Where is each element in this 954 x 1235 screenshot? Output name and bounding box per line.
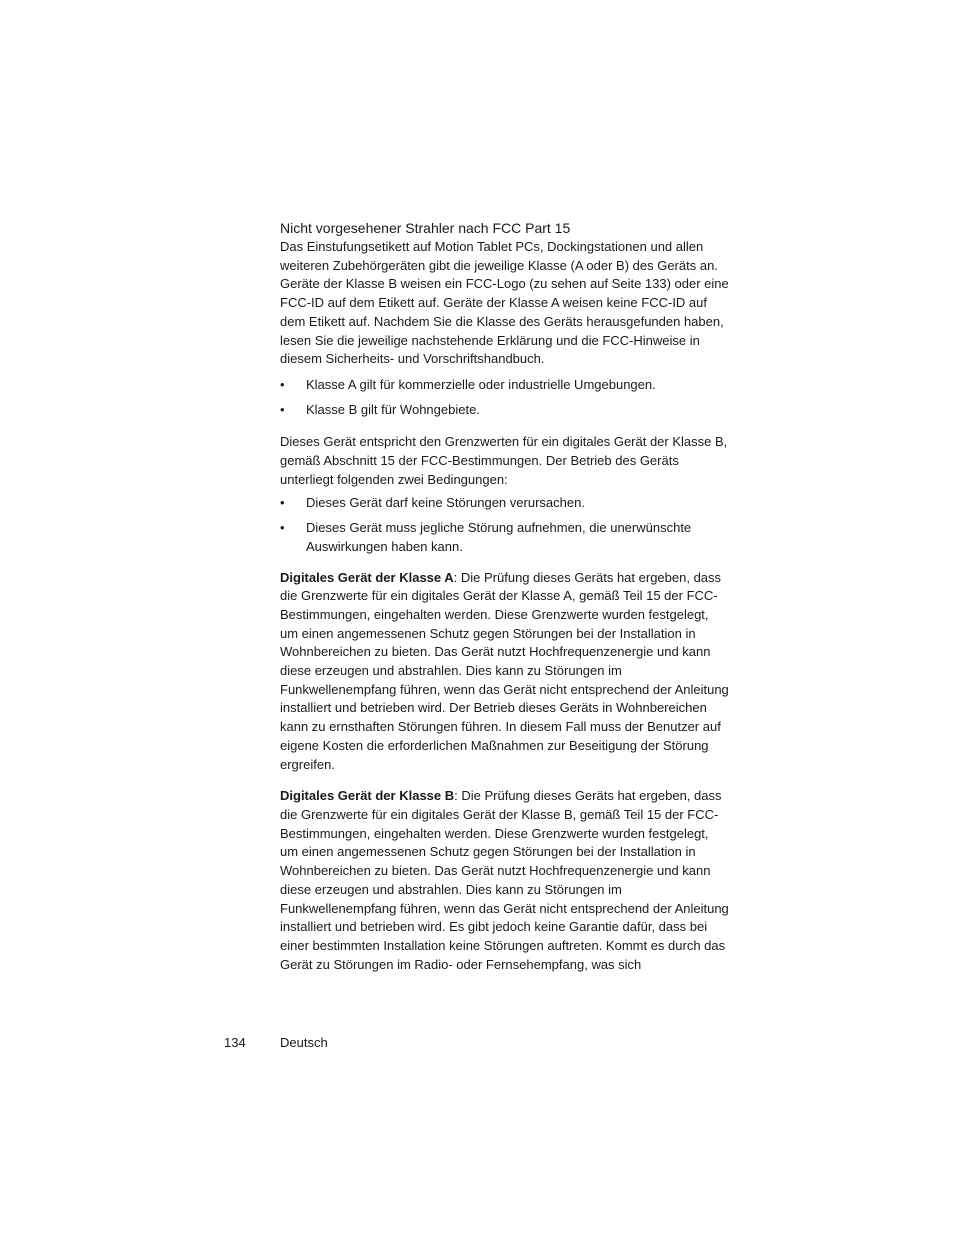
conditions-list [280,494,730,556]
list-item [280,494,730,513]
class-b-paragraph [280,787,730,974]
section-heading: Nicht vorgesehener Strahler nach FCC Part 15 [280,220,571,236]
class-b-label: Digitales Gerät der Klasse B [280,788,455,804]
list-item-text: Dieses Gerät muss jegliche Störung aufnehmen, die unerwünschte Auswirkungen haben kann. [306,520,692,554]
list-item-text: Klasse A gilt für kommerzielle oder industrielle Umgebungen. [306,376,656,392]
list-item-text: Klasse B gilt für Wohngebiete. [306,401,480,417]
list-item-text: Dieses Gerät darf keine Störungen verursachen. [306,495,585,511]
bullet-icon: • [280,376,285,392]
bullet-icon: • [280,401,285,417]
main-content [280,219,730,974]
list-item [280,376,730,395]
class-a-text: : Die Prüfung dieses Geräts hat ergeben, dass die Grenzwerte für ein digitales Gerät der Klasse A, gemäß Teil 15 der FCC-Bestimmungen, eingehalten werden. Diese Grenzwerte wurden festgelegt, um einen angemessenen Schutz gegen Störungen bei der Installation in Wohnbereichen zu bieten. Das Gerät nutzt Hochfrequenzenergie und kann diese erzeugen und abstrahlen. Dies kann zu Störungen im Funkwellenempfang führen, wenn das Gerät nicht entsprechend der Anleitung installiert und betrieben wird. Der Betrieb dieses Geräts in Wohnbereichen kann zu ernsthaften Störungen führen. In diesem Fall muss der Benutzer auf eigene Kosten die erforderlichen Maßnahmen zur Beseitigung der Störung ergreifen. [280,569,729,772]
page-number: 134 [224,1035,246,1050]
list-item [280,519,730,556]
class-a-label: Digitales Gerät der Klasse A [280,569,454,585]
class-b-text: : Die Prüfung dieses Geräts hat ergeben, dass die Grenzwerte für ein digitales Gerät der Klasse B, gemäß Teil 15 der FCC-Bestimmungen, eingehalten werden. Diese Grenzwerte wurden festgelegt, um einen angemessenen Schutz gegen Störungen bei der Installation in Wohnbereichen zu bieten. Das Gerät nutzt Hochfrequenzenergie und kann diese erzeugen und abstrahlen. Dies kann zu Störungen im Funkwellenempfang führen, wenn das Gerät nicht entsprechend der Anleitung installiert und betrieben wird. Es gibt jedoch keine Garantie dafür, dass bei einer bestimmten Installation keine Störungen auftreten. Kommt es durch das Gerät zu Störungen im Radio- oder Fernsehempfang, was sich [280,788,729,972]
bullet-icon: • [280,520,285,536]
intro-paragraph: Das Einstufungsetikett auf Motion Tablet PCs, Dockingstationen und allen weiteren Zubehörgeräten gibt die jeweilige Klasse (A oder B) des Geräts an. Geräte der Klasse B weisen ein FCC-Logo (zu sehen auf Seite 133) oder eine FCC-ID auf dem Etikett auf. Geräte der Klasse A weisen keine FCC-ID auf dem Etikett auf. Nachdem Sie die Klasse des Geräts herausgefunden haben, lesen Sie die jeweilige nachstehende Erklärung und die FCC-Hinweise in diesem Sicherheits- und Vorschriftshandbuch. [280,239,729,367]
class-list [280,376,730,419]
list-item [280,401,730,420]
compliance-paragraph: Dieses Gerät entspricht den Grenzwerten für ein digitales Gerät der Klasse B, gemäß Abschnitt 15 der FCC-Bestimmungen. Der Betrieb des Geräts unterliegt folgenden zwei Bedingungen: [280,434,728,487]
class-a-paragraph [280,569,730,775]
bullet-icon: • [280,495,285,511]
footer-label: Deutsch [280,1035,328,1050]
